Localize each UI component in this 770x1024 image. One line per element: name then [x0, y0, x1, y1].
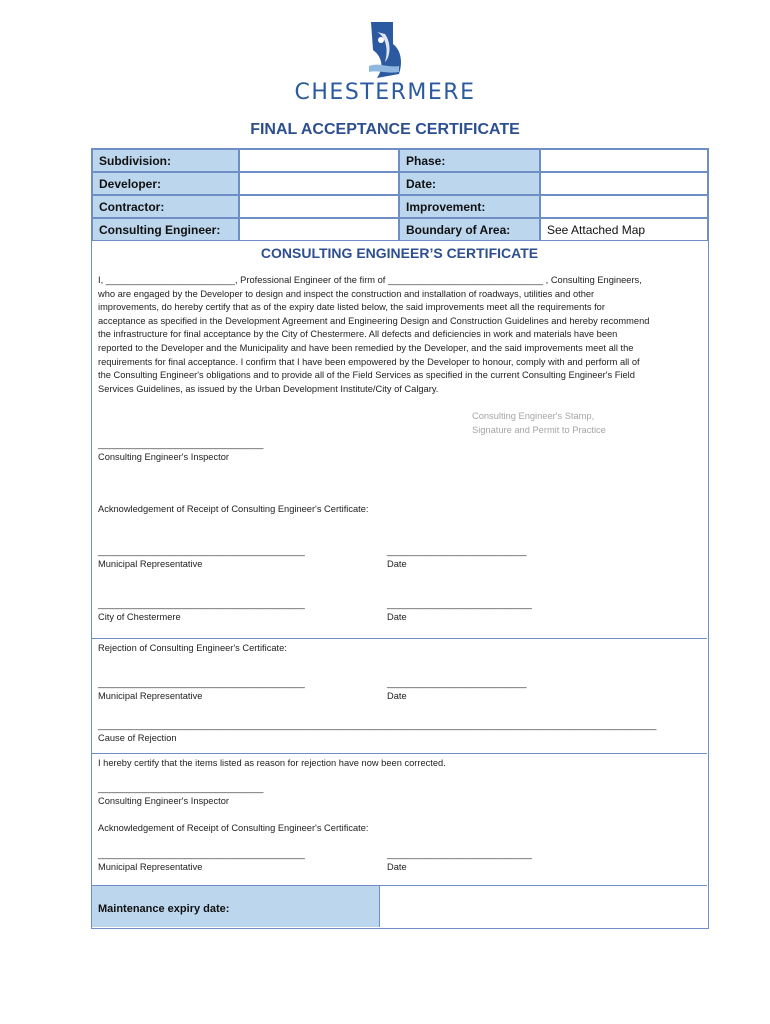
municipal-signature-line[interactable]: ________________________________________ [98, 678, 305, 688]
city-signature-line[interactable]: ________________________________________ [98, 599, 305, 609]
date-line-label: Date [387, 862, 407, 872]
page-title: FINAL ACCEPTANCE CERTIFICATE [250, 121, 520, 138]
acknowledgement-label: Acknowledgement of Receipt of Consulting Engineer's Certificate: [98, 823, 369, 833]
inspector-signature-line[interactable]: ________________________________ [98, 783, 264, 793]
municipal-signature-line[interactable]: ________________________________________ [98, 546, 305, 556]
date-signature-line[interactable]: ___________________________ [387, 546, 527, 556]
boundary-of-area-field[interactable]: See Attached Map [540, 218, 708, 241]
subdivision-field[interactable] [239, 149, 399, 172]
inspector-label: Consulting Engineer's Inspector [98, 796, 229, 806]
date-label: Date: [399, 172, 540, 195]
improvement-field[interactable] [540, 195, 708, 218]
stamp-note-line: Consulting Engineer's Stamp, [472, 411, 595, 421]
certificate-paragraph [98, 274, 698, 396]
correction-statement: I hereby certify that the items listed as reason for rejection have now been corrected. [98, 758, 446, 768]
consulting-engineer-field[interactable] [239, 218, 399, 241]
section-divider [92, 753, 707, 754]
acknowledgement-label: Acknowledgement of Receipt of Consulting Engineer's Certificate: [98, 504, 369, 514]
stamp-note [472, 409, 606, 437]
section-divider [92, 638, 707, 639]
certificate-line: acceptance as specified in the Development Agreement and Engineering Design and Construction Guidelines and hereby recommend [98, 315, 650, 326]
certificate-line: the Consulting Engineer's obligations and to provide all of the Field Services as specified in the current Consulting Engineer's Field [98, 370, 635, 381]
subdivision-label: Subdivision: [92, 149, 239, 172]
municipal-representative-label: Municipal Representative [98, 862, 203, 872]
logo [0, 22, 770, 105]
certificate-form [91, 148, 709, 929]
contractor-label: Contractor: [92, 195, 239, 218]
contractor-field[interactable] [239, 195, 399, 218]
maintenance-expiry-field[interactable] [380, 885, 707, 928]
maintenance-expiry-label: Maintenance expiry date: [92, 885, 380, 927]
municipal-signature-line[interactable]: ________________________________________ [98, 849, 305, 859]
boundary-of-area-label: Boundary of Area: [399, 218, 540, 241]
date-field[interactable] [540, 172, 708, 195]
logo-text: CHESTERMERE [294, 80, 476, 105]
certificate-heading: CONSULTING ENGINEER’S CERTIFICATE [260, 245, 539, 261]
certificate-line: requirements for final acceptance. I confirm that I have been empowered by the Developer to honour, comply with and perform all of [98, 356, 640, 367]
certificate-line: improvements, do hereby certify that as of the expiry date listed below, the said improvements meet all the requirements for [98, 302, 605, 313]
date-signature-line[interactable]: ____________________________ [387, 599, 532, 609]
inspector-signature-line[interactable]: ________________________________ [98, 439, 264, 449]
phase-label: Phase: [399, 149, 540, 172]
municipal-representative-label: Municipal Representative [98, 559, 203, 569]
consulting-engineer-label: Consulting Engineer: [92, 218, 239, 241]
date-line-label: Date [387, 559, 407, 569]
developer-label: Developer: [92, 172, 239, 195]
developer-field[interactable] [239, 172, 399, 195]
date-line-label: Date [387, 612, 407, 622]
date-signature-line[interactable]: ___________________________ [387, 678, 527, 688]
improvement-label: Improvement: [399, 195, 540, 218]
certificate-line: reported to the Developer and the Municipality and have been remedied by the Developer, and the said improvements meet all the [98, 342, 634, 353]
date-line-label: Date [387, 691, 407, 701]
phase-field[interactable] [540, 149, 708, 172]
inspector-label: Consulting Engineer's Inspector [98, 452, 229, 462]
certificate-line: Services Guidelines, as issued by the Urban Development Institute/City of Calgary. [98, 383, 439, 394]
certificate-line: who are engaged by the Developer to design and inspect the construction and installation of roadways, utilities and other [98, 288, 595, 299]
certificate-line: I, _________________________, Professional Engineer of the firm of ______________________________ , Consulting Engineers, [98, 275, 642, 285]
date-signature-line[interactable]: ____________________________ [387, 849, 532, 859]
city-of-chestermere-label: City of Chestermere [98, 612, 181, 622]
certificate-line: the infrastructure for final acceptance by the City of Chestermere. All defects and deficiencies in work and materials have been [98, 329, 618, 340]
chestermere-logo-icon [365, 22, 405, 78]
municipal-representative-label: Municipal Representative [98, 691, 203, 701]
cause-of-rejection-line[interactable]: ____________________________________________________________________________________________________________ [98, 720, 657, 730]
stamp-note-line: Signature and Permit to Practice [472, 425, 606, 435]
rejection-heading: Rejection of Consulting Engineer's Certificate: [98, 643, 287, 653]
cause-of-rejection-label: Cause of Rejection [98, 733, 177, 743]
